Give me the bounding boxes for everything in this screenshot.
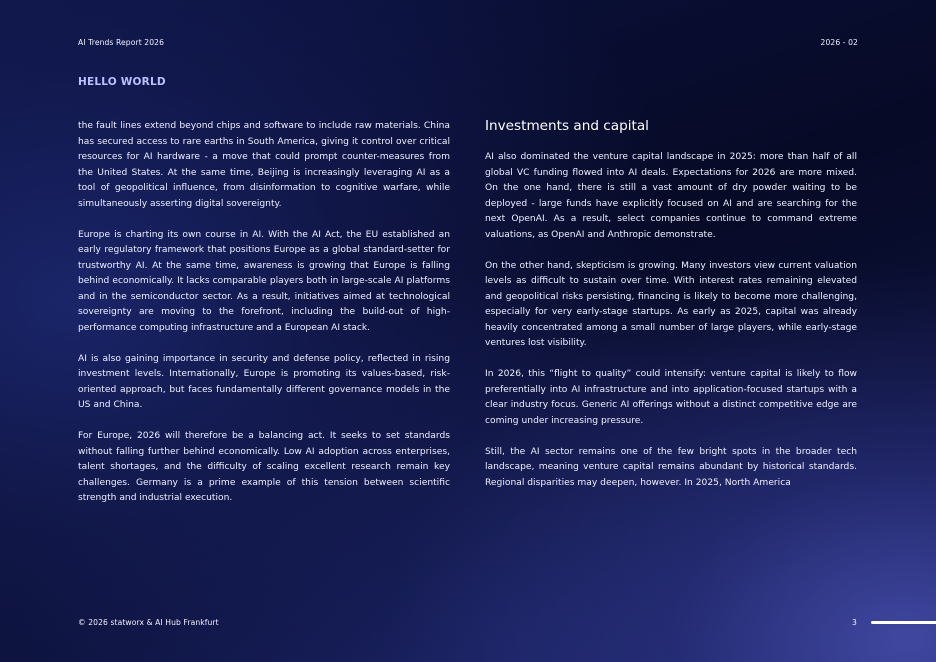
paragraph: the fault lines extend beyond chips and software to include raw materials. China has secured access to rare earths in South America, giving it control over critical resources for AI hardware - a move that could prompt counter-measures from the United States. At the same time, Beijing is increasingly leveraging AI as a tool of geopolitical influence, from disinformation to cognitive warfare, while simultaneously asserting digital sovereignty. [78, 121, 450, 209]
section-label: HELLO WORLD [78, 76, 166, 88]
paragraph: AI is also gaining importance in security and defense policy, reflected in rising investment levels. Internationally, Europe is promoting its values-based, risk-oriented approach, but faces fundamentally different governance models in the US and China. [78, 353, 450, 410]
paragraph: For Europe, 2026 will therefore be a balancing act. It seeks to set standards without falling further behind economically. Low AI adoption across enterprises, talent shortages, and the difficulty of scaling excellent research remain key challenges. Germany is a prime example of this tension between scientific strength and industrial execution. [78, 431, 450, 503]
paragraph: On the other hand, skepticism is growing. Many investors view current valuation levels as difficult to sustain over time. With interest rates remaining elevated and geopolitical risks persisting, financing is likely to become more challenging, especially for very early-stage startups. As early as 2025, capital was already heavily concentrated among a small number of large players, while early-stage ventures lost visibility. [485, 260, 857, 348]
footer-copyright: © 2026 statworx & AI Hub Frankfurt [78, 618, 219, 627]
paragraph: In 2026, this “flight to quality” could intensify: venture capital is likely to flow preferentially into AI infrastructure and into application-focused startups with a clear industry focus. Generic AI offerings without a distinct competitive edge are coming under increasing pressure. [485, 369, 857, 426]
page-indicator-bar [871, 621, 936, 624]
left-column [78, 119, 450, 522]
right-column [485, 117, 857, 507]
issue-number: 2026 - 02 [820, 38, 858, 47]
report-title: AI Trends Report 2026 [78, 38, 165, 47]
paragraph: AI also dominated the venture capital landscape in 2025: more than half of all global VC funding flowed into AI deals. Expectations for 2026 are more mixed. On the one hand, there is still a vast amount of dry powder waiting to be deployed - large funds have explicitly focused on AI and are searching for the next OpenAI. As a result, select companies continue to command extreme valuations, as OpenAI and Anthropic demonstrate. [485, 152, 857, 240]
section-heading: Investments and capital [485, 118, 649, 134]
paragraph: Still, the AI sector remains one of the few bright spots in the broader tech landscape, meaning venture capital remains abundant by historical standards. Regional disparities may deepen, however. In 2025, North America [485, 446, 857, 488]
page-number: 3 [852, 618, 857, 627]
paragraph: Europe is charting its own course in AI. With the AI Act, the EU established an early regulatory framework that positions Europe as a global standard-setter for trustworthy AI. At the same time, awareness is growing that Europe is falling behind economically. It lacks comparable players both in large-scale AI platforms and in the semiconductor sector. As a result, initiatives aimed at technological sovereignty are moving to the forefront, including the build-out of high-performance computing infrastructure and a European AI stack. [78, 229, 450, 333]
